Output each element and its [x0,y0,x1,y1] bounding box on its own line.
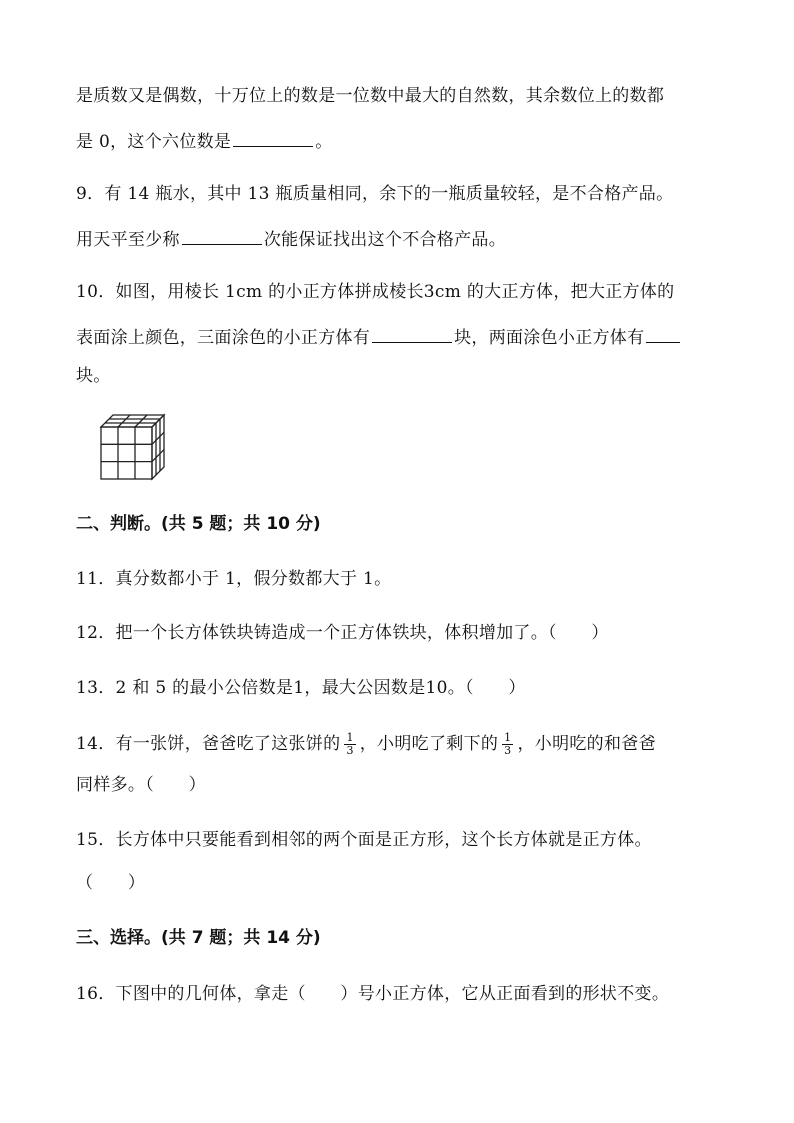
q10-line3: 块。 [76,366,111,386]
section3-title: 三、选择。(共 7 题；共 14 分) [76,928,321,948]
q9-line1: 9．有 14 瓶水，其中 13 瓶质量相同，余下的一瓶质量较轻，是不合格产品。 [76,184,674,204]
q8-answer-blank[interactable] [233,128,313,147]
cube-3x3x3-icon [96,410,170,486]
q8-text-before: 是 0，这个六位数是 [76,132,232,152]
q14-part1: 14．有一张饼，爸爸吃了这张饼的 [76,734,341,754]
q10-text-before: 表面涂上颜色，三面涂色的小正方体有 [76,328,371,348]
q10-line2 [76,324,682,350]
q8-line1: 是质数又是偶数，十万位上的数是一位数中最大的自然数，其余数位上的数都 [76,86,665,106]
q9-text-before: 用天平至少称 [76,230,180,250]
q14-fraction-2-num: 1 [504,731,512,744]
q8-line2 [76,128,333,154]
q9-text-after: 次能保证找出这个不合格产品。 [263,230,507,250]
section2-title: 二、判断。(共 5 题；共 10 分) [76,514,321,534]
q10-answer-blank-2[interactable] [646,324,680,343]
q15-line1: 15．长方体中只要能看到相邻的两个面是正方形，这个长方体就是正方体。 [76,830,652,850]
q14-fraction-1 [344,732,355,757]
q14-part3: ，小明吃的和爸爸 [517,734,656,754]
q14-fraction-2-den: 3 [504,744,512,757]
q14-line1 [76,732,656,757]
q8-text-after: 。 [315,132,333,152]
q15-line2: （ ） [76,873,146,893]
q9-answer-blank[interactable] [182,226,262,245]
q14-fraction-1-den: 3 [346,744,354,757]
q9-line2 [76,226,506,252]
q10-line1: 10．如图，用棱长 1cm 的小正方体拼成棱长3cm 的大正方体，把大正方体的 [76,282,675,302]
q14-part2: ，小明吃了剩下的 [359,734,499,754]
q10-text-middle: 块，两面涂色小正方体有 [454,328,645,348]
q13-text: 13．2 和 5 的最小公倍数是1，最大公因数是10。（ ） [76,678,526,698]
q14-line2: 同样多。（ ） [76,775,206,795]
q16-text: 16．下图中的几何体，拿走（ ）号小正方体，它从正面看到的形状不变。 [76,984,670,1004]
q14-fraction-1-num: 1 [346,731,354,744]
q10-answer-blank-1[interactable] [372,324,452,343]
q12-text: 12．把一个长方体铁块铸造成一个正方体铁块，体积增加了。（ ） [76,623,609,643]
q14-fraction-2 [502,732,513,757]
q11-text: 11．真分数都小于 1，假分数都大于 1。 [76,569,392,589]
